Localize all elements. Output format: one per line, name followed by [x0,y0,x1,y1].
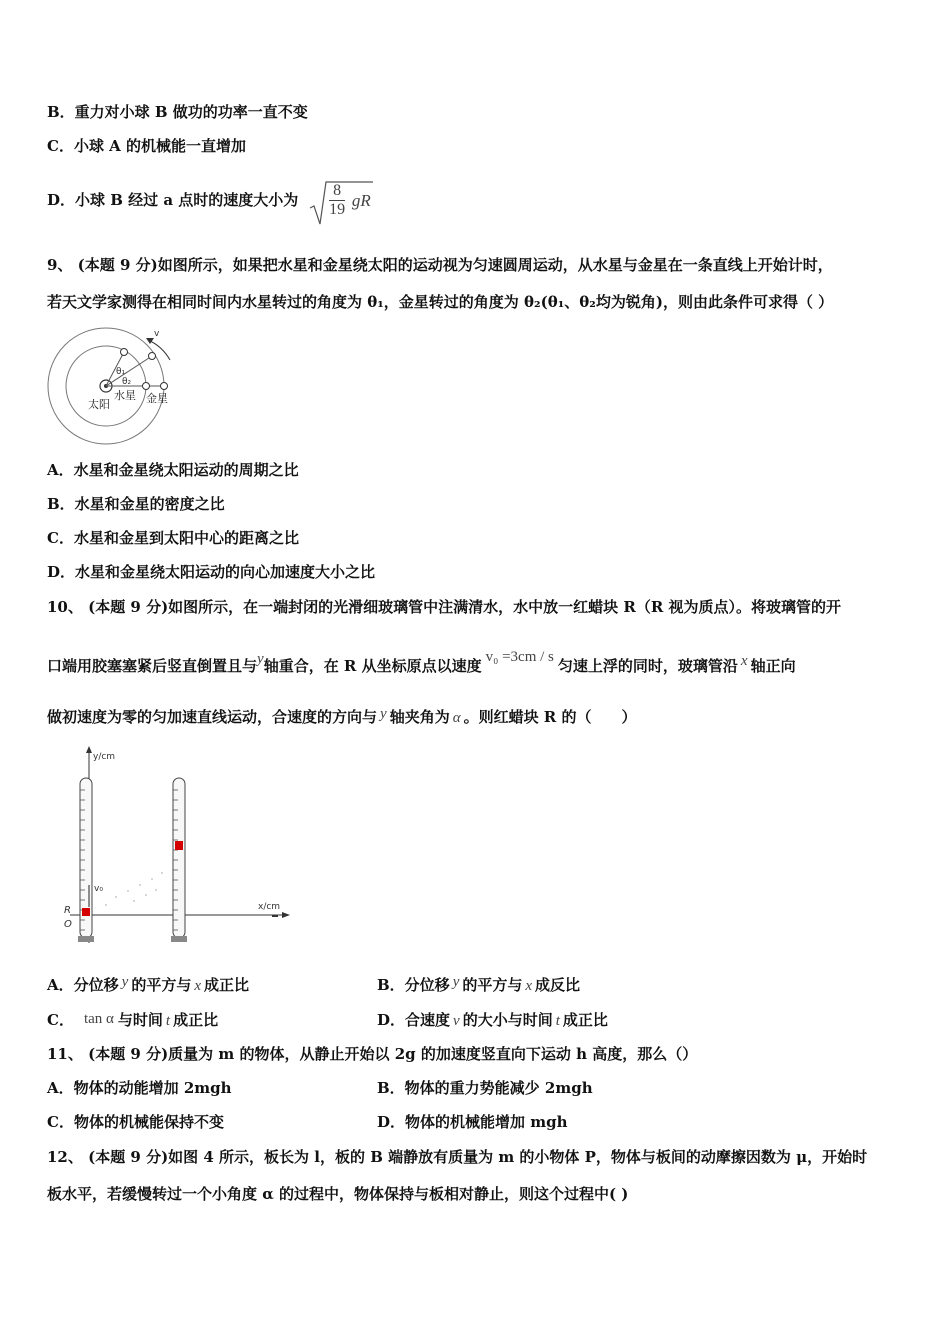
origin-label: O [64,919,72,930]
q10-optC-tan: tan α [83,1011,114,1027]
q11-option-b: B．物体的重力势能减少 2mgh [377,1079,593,1097]
red-wax-block-start [82,908,90,916]
q8-gr: gR [351,190,371,210]
q10-stem2-part1: 口端用胶塞塞紧后竖直倒置且与 [47,657,258,675]
q10-optD-t: t [555,1013,560,1029]
y-axis-arrow-icon [86,746,92,753]
q9-stem-line2: 若天文学家测得在相同时间内水星转过的角度为 θ₁，金星转过的角度为 θ₂(θ₁、θ₂均为锐角)，则由此条件可求得（ ） [47,293,834,311]
venus-icon [161,383,168,390]
q10-optA-y: y [121,974,129,990]
q10-stem2-part3: 匀速上浮的同时，玻璃管沿 [557,657,738,675]
mercury-moved-icon [121,349,128,356]
sun-label: 太阳 [88,398,110,411]
v0-equation: v₀ =3cm / s [485,649,554,665]
q10-optB-part2: 的平方与 [462,976,523,994]
stopper-right [171,936,187,942]
q8-option-d [47,180,371,224]
q9-option-a: A．水星和金星绕太阳运动的周期之比 [47,461,299,479]
venus-label: 金星 [146,392,168,405]
q9-option-d: D．水星和金星绕太阳运动的向心加速度大小之比 [47,563,376,581]
q10-option-a [47,975,249,996]
q10-optB-y: y [452,974,460,990]
q10-tube-figure [56,745,296,950]
q10-option-d [377,1010,608,1031]
q8-option-c: C．小球 A 的机械能一直增加 [47,137,247,155]
q10-stem3-part2: 轴夹角为 [389,708,450,726]
q10-optA-part2: 的平方与 [131,976,192,994]
q9-orbit-figure [44,326,194,448]
y-symbol: y [257,651,264,667]
sqrt-expression [309,180,371,219]
q8-option-b: B．重力对小球 B 做功的功率一直不变 [47,103,308,121]
q8-option-d-text: D．小球 B 经过 a 点时的速度大小为 [47,190,299,209]
sqrt-sign-icon [309,180,373,226]
fraction-denominator: 19 [329,201,346,218]
theta2-label: θ₂ [122,377,132,387]
red-wax-block-end [175,841,183,850]
theta1-label: θ₁ [116,367,126,377]
q10-optD-part3: 成正比 [562,1011,608,1029]
q9-option-b: B．水星和金星的密度之比 [47,495,225,513]
q10-optA-part1: A．分位移 [47,976,119,994]
q10-stem3-part3: 。则红蜡块 R 的（ ） [463,708,637,726]
velocity-label: v [154,329,160,339]
q10-optC-t: t [165,1013,171,1029]
q10-optC-part1: C． [47,1011,74,1029]
x-axis-label: x/cm [258,902,281,912]
y-axis-label: y/cm [93,752,116,762]
glass-tube-right [173,778,185,938]
q10-stem2-part4: 轴正向 [750,657,796,675]
q10-optD-v: v [453,1013,460,1029]
q10-option-b [377,975,580,996]
q11-option-d: D．物体的机械能增加 mgh [377,1113,568,1131]
q9-stem-line1: 9、 (本题 9 分)如图所示，如果把水星和金星绕太阳的运动视为匀速圆周运动，从水星与金星在一条直线上开始计时， [47,256,833,274]
q10-optA-x: x [194,978,201,994]
stopper-left [78,936,94,942]
x-axis-arrow-icon [282,912,290,918]
q10-optA-part3: 成正比 [204,976,250,994]
q11-stem: 11、 (本题 9 分)质量为 m 的物体，从静止开始以 2g 的加速度竖直向下运动 h 高度，那么（） [47,1045,698,1063]
q10-optD-part2: 的大小与时间 [462,1011,553,1029]
q10-stem-line1: 10、 (本题 9 分)如图所示，在一端封闭的光滑细玻璃管中注满清水，水中放一红蜡块 R（R 视为质点）。将玻璃管的开 [47,598,842,616]
q10-stem-line2 [47,649,796,677]
q10-stem2-part2: 轴重合，在 R 从坐标原点以速度 [263,657,482,675]
alpha-symbol: α [452,710,461,726]
q10-option-c [47,1010,218,1031]
q10-optC-part2: 与时间 [117,1011,163,1029]
trajectory-dots [105,872,163,906]
q10-optD-part1: D．合速度 [377,1011,451,1029]
q10-stem3-part1: 做初速度为零的匀加速直线运动，合速度的方向与 [47,708,378,726]
fraction-numerator: 8 [329,182,345,201]
y-symbol-2: y [380,706,387,722]
q10-optC-part3: 成正比 [173,1011,219,1029]
mercury-icon [143,383,150,390]
q12-stem-line1: 12、 (本题 9 分)如图 4 所示，板长为 l，板的 B 端静放有质量为 m 的小物体 P，物体与板间的动摩擦因数为 μ，开始时 [47,1148,868,1166]
q12-stem-line2: 板水平，若缓慢转过一个小角度 α 的过程中，物体保持与板相对静止，则这个过程中( ) [47,1185,629,1203]
q9-option-c: C．水星和金星到太阳中心的距离之比 [47,529,299,547]
q10-optB-x: x [525,978,533,994]
q10-optB-part1: B．分位移 [377,976,450,994]
r-label: R [64,905,71,916]
direction-arrow-icon [146,338,154,344]
q11-option-a: A．物体的动能增加 2mgh [47,1079,232,1097]
q11-option-c: C．物体的机械能保持不变 [47,1113,224,1131]
x-symbol: x [740,653,748,669]
v0-label: v₀ [94,884,103,894]
q10-stem-line3 [47,707,637,728]
venus-moved-icon [149,353,156,360]
mercury-label: 水星 [114,389,136,402]
q10-optB-part3: 成反比 [535,976,581,994]
